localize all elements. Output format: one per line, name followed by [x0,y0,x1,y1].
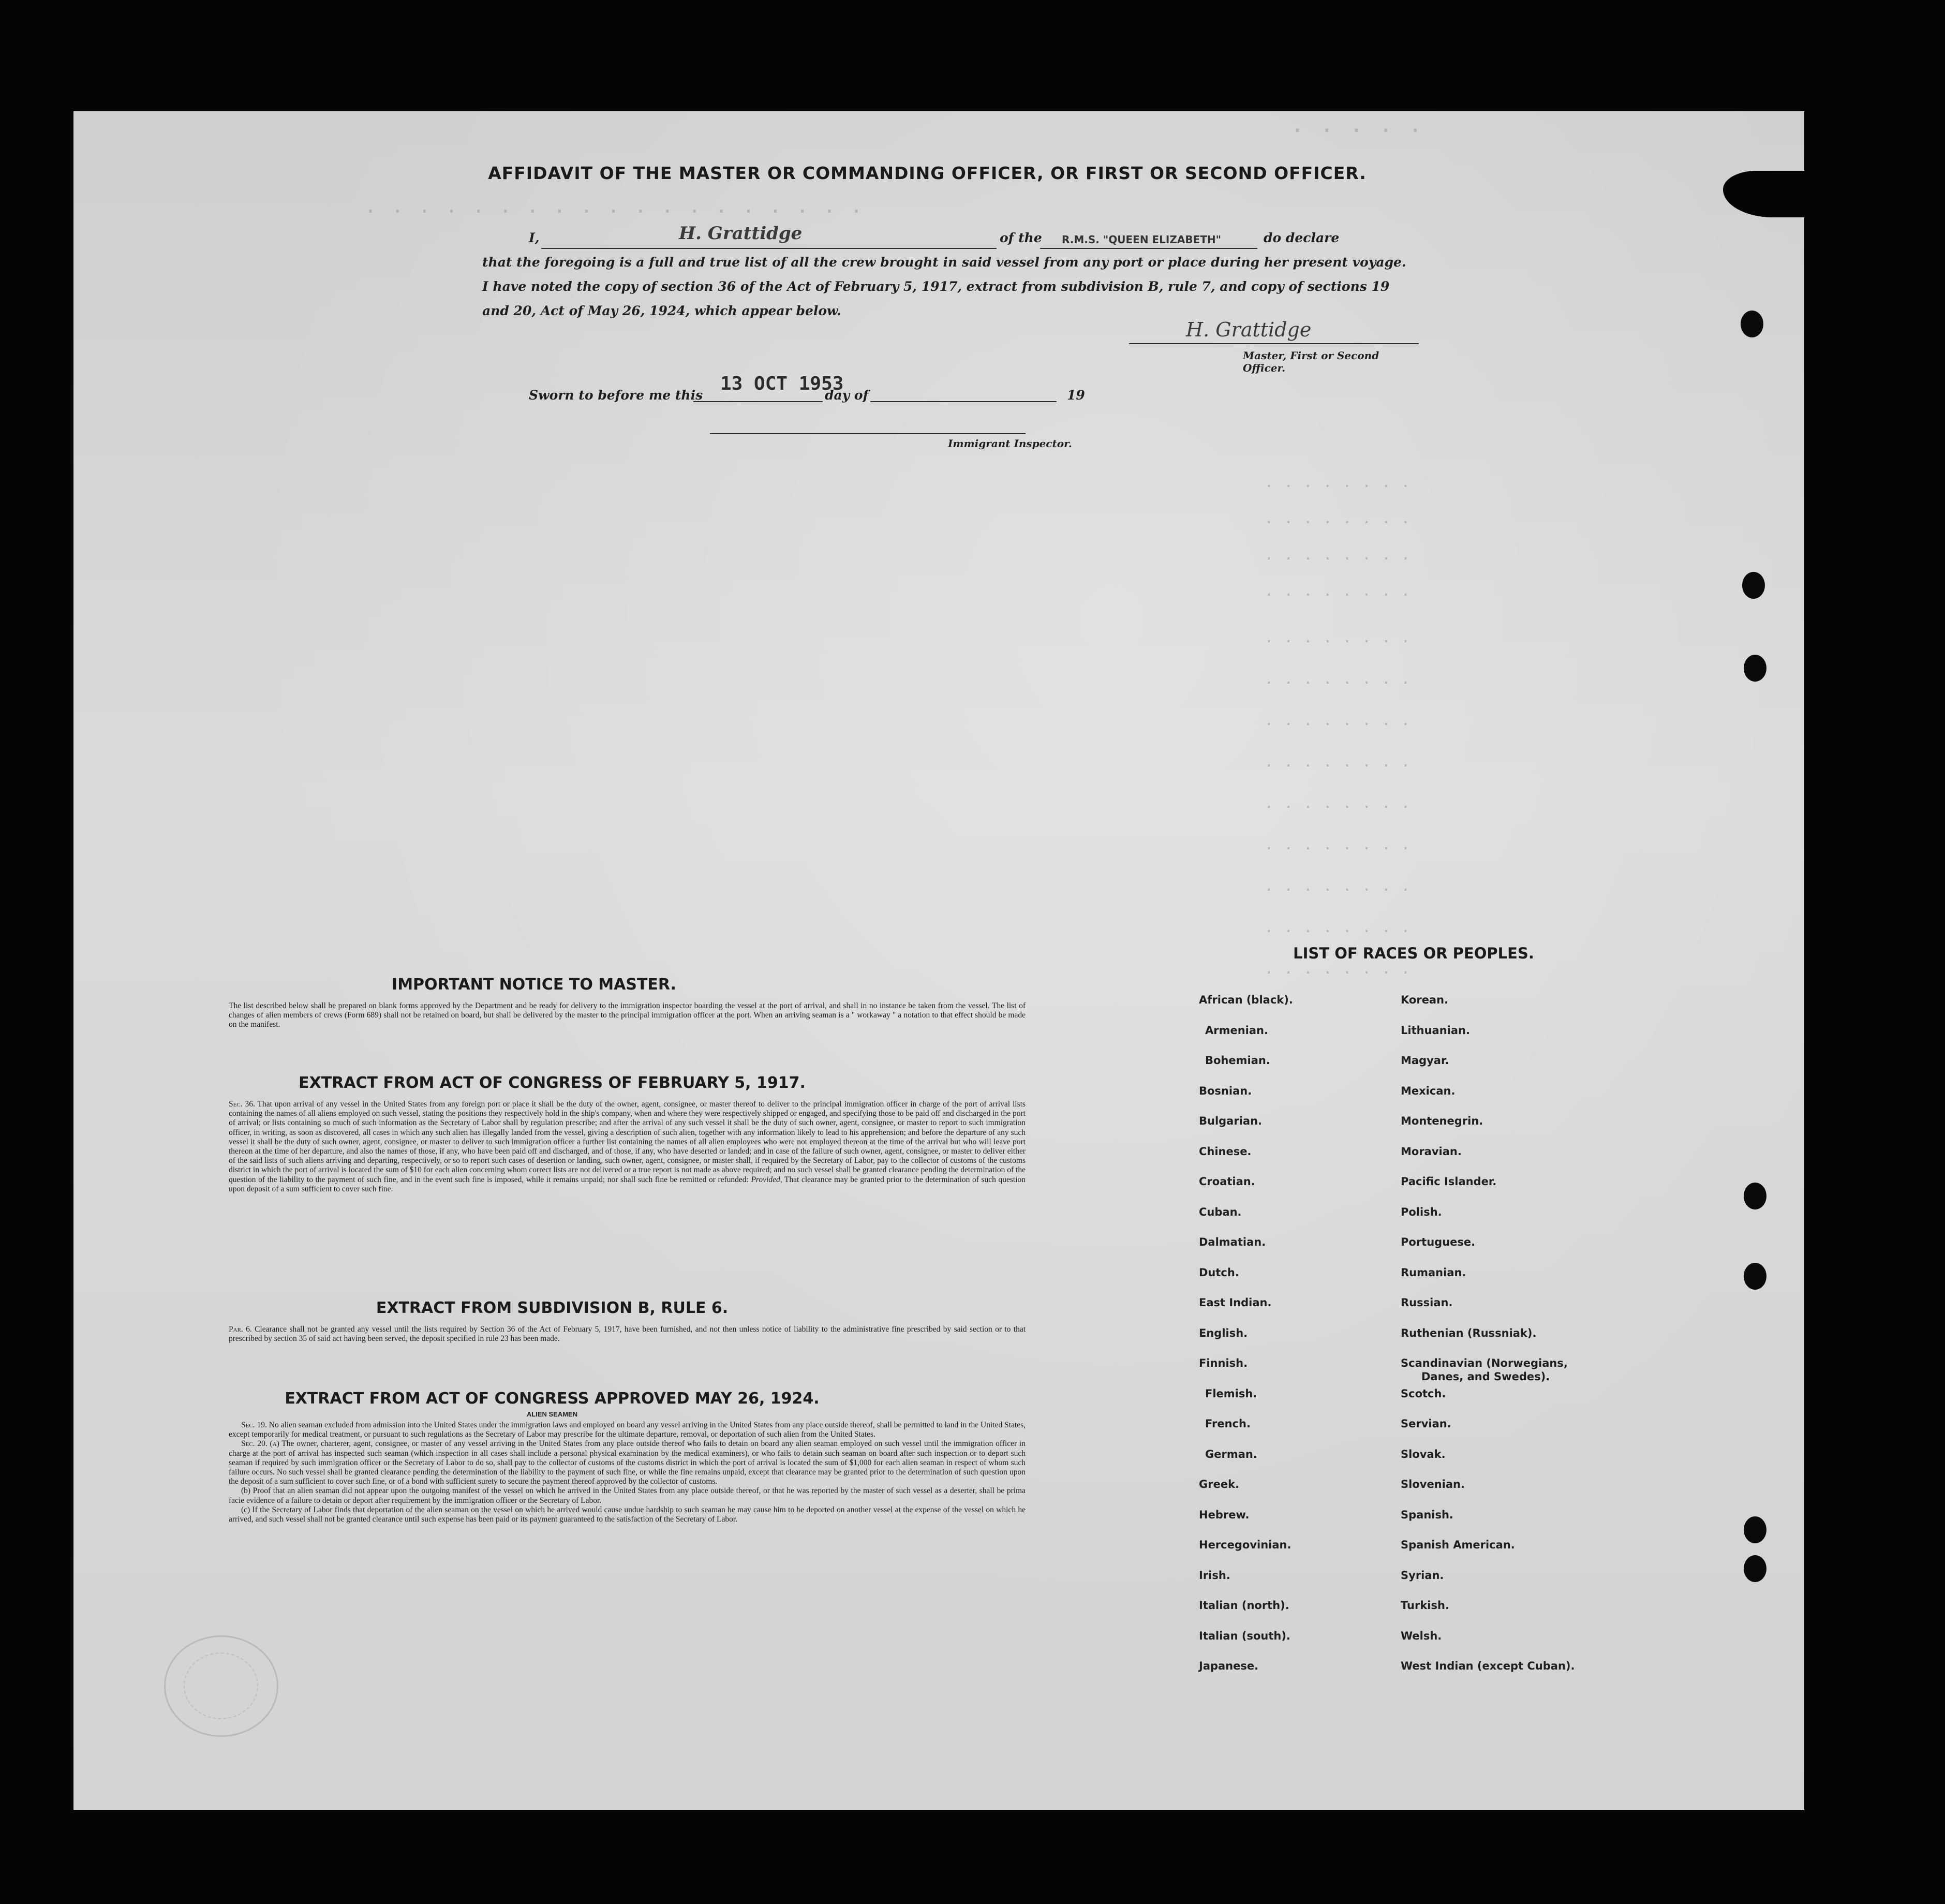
extract-1924-text [229,1421,1026,1524]
race-item-continuation: Danes, and Swedes). [1421,1370,1550,1383]
extract-1917-title: EXTRACT FROM ACT OF CONGRESS OF FEBRUARY 5, 1917. [299,1074,806,1092]
sworn-month-line [870,401,1057,402]
sworn-day-line [693,401,823,402]
race-item: Bohemian. [1205,1054,1270,1067]
sec19-label: Sec. 19. [241,1421,267,1429]
race-item: Bosnian. [1199,1085,1252,1097]
sec20a-label: Sec. 20. (a) [241,1439,279,1449]
extract-1917-sec: Sec. 36. [229,1100,255,1109]
sec20a-text: The owner, charterer, agent, consignee, or master of any vessel arriving in the United States from any place outside thereof who fails to detain on board any alien seaman employed on such vessel until the immigration officer in charge at the port of arrival has inspected such seaman (which inspection in all cases shall include a personal physical examination by the medical examiners), or who fails to detain such seaman on board after such inspection or to deport such seaman if required by such immigration officer or the Secretary of Labor to do so, shall pay to the collector of customs of the customs district in which the port of arrival is located the sum of $1,000 for each alien seaman in respect of whom such failure occurs. No such vessel shall be granted clearance pending the determination of the liability to the payment of such fine, or while the fine remains unpaid, except that clearance may be granted prior to the determination of such question upon the deposit of a sum sufficient to cover such fine, or of a bond with sufficient surety to secure the payment thereof approved by the collector of customs. [229,1439,1026,1486]
punch-hole [1744,1516,1766,1543]
extract-1917-proviso: That clearance may be granted prior to the determination of such question upon deposit of a sum sufficient to cover such fine. [229,1175,1026,1193]
year-prefix: 19 [1067,388,1085,403]
race-item: Hebrew. [1199,1509,1250,1521]
affidavit-line-3: I have noted the copy of section 36 of the Act of February 5, 1917, extract from subdivision B, rule 7, and copy of sections 19 [482,279,1390,294]
signer-handwritten: H. Grattidge [679,223,803,244]
sec20a-paragraph [229,1439,1026,1486]
race-item: Chinese. [1199,1145,1252,1158]
sec19-paragraph [229,1421,1026,1439]
notice-title: IMPORTANT NOTICE TO MASTER. [392,976,676,994]
extract-rule6-text [229,1325,1026,1344]
master-label: Master, First or Second Officer. [1243,349,1379,374]
race-item: Cuban. [1199,1206,1242,1218]
vessel-name: R.M.S. "QUEEN ELIZABETH" [1062,233,1222,246]
race-item: Turkish. [1401,1599,1449,1612]
race-item: Slovenian. [1401,1478,1465,1490]
faded-customs-stamp [164,1635,278,1737]
affidavit-line-2: that the foregoing is a full and true list of all the crew brought in said vessel from any port or place during her present voyage. [482,255,1406,270]
race-item: Russian. [1401,1296,1453,1309]
race-item: Scotch. [1401,1388,1446,1400]
race-item: Croatian. [1199,1175,1255,1188]
race-item: Pacific Islander. [1401,1175,1497,1188]
affidavit-line-4: and 20, Act of May 26, 1924, which appear below. [482,303,841,318]
master-signature: H. Grattidge [1186,318,1312,341]
date-stamp: 13 OCT 1953 [720,373,844,394]
sworn-prefix: Sworn to before me this [529,388,703,403]
race-item: Dutch. [1199,1266,1239,1279]
race-item: Armenian. [1205,1024,1268,1037]
sec19-text: No alien seaman excluded from admission into the United States under the immigration laws and employed on board any vessel arriving in the United States from any place outside thereof, shall be permitted to land in the United States, except temporarily for medical treatment, or pursuant to such regulations as the Secretary of Labor may prescribe for the ultimate departure, removal, or deportation of such alien from the United States. [229,1421,1026,1439]
race-item: Portuguese. [1401,1236,1476,1248]
race-item: East Indian. [1199,1296,1272,1309]
race-item: Italian (south). [1199,1630,1290,1642]
master-signature-line [1129,343,1419,344]
day-of-label: day of [825,388,869,403]
race-item: Hercegovinian. [1199,1539,1291,1551]
race-item: Welsh. [1401,1630,1442,1642]
race-item: Bulgarian. [1199,1115,1263,1127]
race-item: Syrian. [1401,1569,1444,1582]
race-item: Montenegrin. [1401,1115,1483,1127]
sec20b-text: Proof that an alien seaman did not appear upon the outgoing manifest of the vessel on which he arrived in the United States from any place outside thereof, or that he was reported by the master of such vessel as a deserter, shall be prima facie evidence of a failure to detain or deport after requirement by the immigration officer or the Secretary of Labor. [229,1486,1026,1505]
inspector-signature-line [710,433,1026,434]
notice-text: The list described below shall be prepared on blank forms approved by the Department and be ready for delivery to the immigration inspector boarding the vessel at the port of arrival, and shall in no instance be taken from the vessel. The list of changes of alien members of crews (Form 689) shall not be retained on board, but shall be delivered by the master to the principal immigration officer at the port. When an arriving seaman is a " workaway " a notation to that effect should be made on the manifest. [229,1001,1026,1029]
race-item: Spanish American. [1401,1539,1515,1551]
race-item: Slovak. [1401,1448,1446,1460]
i-label: I, [529,230,540,245]
sec20b-label: (b) [241,1486,251,1496]
extract-rule6-body: Clearance shall not be granted any vessel until the lists required by Section 36 of the Act of February 5, 1917, have been furnished, and not then unless notice of liability to the administrative fine prescribed by said section or to that prescribed by section 35 of said act having been served, the deposit specified in rule 23 has been made. [229,1325,1026,1344]
sec20b-paragraph [229,1486,1026,1505]
race-item: Greek. [1199,1478,1240,1490]
punch-hole [1744,1555,1766,1582]
race-item: Flemish. [1205,1388,1257,1400]
race-item: Lithuanian. [1401,1024,1470,1037]
race-item: Servian. [1401,1418,1451,1430]
race-item: Finnish. [1199,1357,1248,1369]
inspector-label: Immigrant Inspector. [948,437,1072,450]
sec20c-label: (c) [241,1505,250,1514]
sec20c-paragraph [229,1506,1026,1524]
race-item: Ruthenian (Russniak). [1401,1327,1537,1339]
extract-1924-subtitle: ALIEN SEAMEN [526,1410,578,1418]
race-item: Dalmatian. [1199,1236,1266,1248]
race-item: Scandinavian (Norwegians, [1401,1357,1568,1369]
punch-hole [1744,1263,1766,1290]
extract-1917-proviso-label: Provided, [751,1175,782,1184]
master-signature-block [1129,318,1419,374]
race-item: Moravian. [1401,1145,1462,1158]
race-item: Spanish. [1401,1509,1453,1521]
race-item: African (black). [1199,994,1293,1006]
race-item: Irish. [1199,1569,1230,1582]
race-item: French. [1205,1418,1251,1430]
punch-hole [1742,572,1765,599]
punch-hole [1741,311,1763,337]
extract-1924-title: EXTRACT FROM ACT OF CONGRESS APPROVED MAY 26, 1924. [285,1390,820,1408]
race-item: Mexican. [1401,1085,1456,1097]
extract-1917-text [229,1100,1026,1194]
races-title: LIST OF RACES OR PEOPLES. [1293,944,1534,962]
bleed-through-texture: . . . . . . . . . . . . . . . . . . . . . . . . . . . . . . . . . . . . . . . . . . . . . . . . . . . . . . . . . . . . . . . . . . . . . . . . . . . . . . . . . . . . . . . . . . . . . . . . . . . . . . . . . . . . . . . . . . . . . . . . . . . . . . . . [363,111,1422,977]
extract-1917-body: That upon arrival of any vessel in the United States from any foreign port or place it shall be the duty of the owner, agent, consignee, or master thereof to deliver to the principal immigration officer in charge of the port of arrival lists containing the names of all aliens employed on such vessel, stating the positions they respectively hold in the ship's company, when and where they were respectively shipped or engaged, and specifying those to be paid off and discharged in the port of arrival; or lists containing so much of such information as the Secretary of Labor shall by regulation prescribe; and after the arrival of any such vessel it shall be the duty of such owner, agent, consignee, or master to report to such immigration officer, in writing, as soon as discovered, all cases in which any such alien has illegally landed from the vessel, giving a description of such alien, together with any information likely to lead to his apprehension; and before the departure of any such vessel it shall be the duty of such owner, agent, consignee, or master to deliver to such immigration officer a further list containing the names of all alien employees who were not employed thereon at the time of the arrival but who will leave port thereon at the time of her departure, and also the names of those, if any, who have been paid off and discharged, and of those, if any, who have deserted or landed; and in case of the failure of such owner, agent, consignee, or master to deliver either of the said lists of such aliens arriving and departing, respectively, or so to report such cases of desertion or landing, such owner, agent, consignee, or master shall, if required by the Secretary of Labor, pay to the collector of customs of the customs district in which the port of arrival is located the sum of $10 for each alien concerning whom correct lists are not delivered or a true report is not made as above required; and no such vessel shall be granted clearance pending the determination of the question of the liability to the payment of such fine, and in the event such fine is imposed, while it remains unpaid; nor shall such fine be remitted or refunded: [229,1100,1026,1184]
affidavit-line-1 [529,223,1512,251]
race-item: Italian (north). [1199,1599,1289,1612]
document-page [73,111,1804,1810]
do-declare-label: do declare [1264,230,1340,245]
race-item: Korean. [1401,994,1449,1006]
sec20c-text: If the Secretary of Labor finds that deportation of the alien seaman on the vessel on which he arrived would cause undue hardship to such seaman he may cause him to be deported on another vessel at the expense of the vessel on which he arrived, and such vessel shall not be granted clearance until such expense has been paid or its payment guaranteed to the satisfaction of the Secretary of Labor. [229,1505,1026,1524]
race-item: West Indian (except Cuban). [1401,1660,1575,1672]
punch-hole [1744,655,1766,682]
extract-rule6-title: EXTRACT FROM SUBDIVISION B, RULE 6. [376,1299,729,1317]
race-item: German. [1205,1448,1257,1460]
of-the-label: of the [1000,230,1042,245]
race-item: Japanese. [1199,1660,1259,1672]
race-item: Polish. [1401,1206,1442,1218]
affidavit-title: AFFIDAVIT OF THE MASTER OR COMMANDING OFFICER, OR FIRST OR SECOND OFFICER. [488,163,1367,183]
race-item: English. [1199,1327,1248,1339]
race-item: Rumanian. [1401,1266,1466,1279]
extract-rule6-par: Par. 6. [229,1325,252,1334]
race-item: Magyar. [1401,1054,1449,1067]
punch-hole [1744,1183,1766,1209]
sworn-line [529,373,1201,411]
